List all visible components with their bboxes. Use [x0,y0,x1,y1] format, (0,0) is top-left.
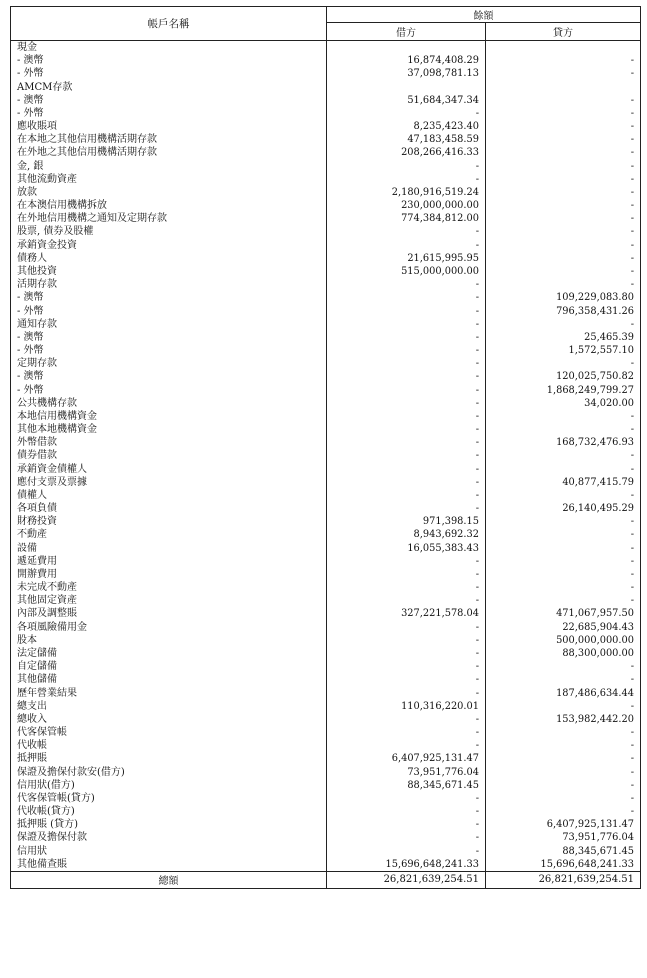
account-name-cell: - 澳幣 [11,54,327,67]
credit-cell: 88,300,000.00 [486,647,641,660]
debit-cell: - [327,397,486,410]
debit-cell: - [327,357,486,370]
account-name-cell: 遞延費用 [11,555,327,568]
debit-cell: - [327,739,486,752]
table-row [11,173,641,186]
debit-cell: - [327,818,486,831]
account-name-cell: 承銷資金債權人 [11,463,327,476]
account-name-cell: 定期存款 [11,357,327,370]
account-name-cell: 債權人 [11,489,327,502]
table-row [11,54,641,67]
debit-cell: 515,000,000.00 [327,265,486,278]
table-row [11,818,641,831]
debit-cell: - [327,410,486,423]
credit-cell: 109,229,083.80 [486,291,641,304]
account-name-cell: 開辦費用 [11,568,327,581]
account-name-cell: - 澳幣 [11,291,327,304]
table-row [11,318,641,331]
debit-cell: - [327,370,486,383]
total-row [11,871,641,888]
account-name-cell: 各項負債 [11,502,327,515]
account-name-cell: 在外地信用機構之通知及定期存款 [11,212,327,225]
table-row [11,502,641,515]
credit-cell: 796,358,431.26 [486,304,641,317]
table-row [11,252,641,265]
table-row [11,370,641,383]
table-row [11,476,641,489]
credit-cell: - [486,199,641,212]
account-name-cell: - 澳幣 [11,94,327,107]
total-debit: 26,821,639,254.51 [327,871,486,888]
credit-cell: - [486,265,641,278]
debit-cell: 774,384,812.00 [327,212,486,225]
table-row [11,225,641,238]
debit-cell: - [327,726,486,739]
account-name-cell: 債券借款 [11,449,327,462]
total-credit: 26,821,639,254.51 [486,871,641,888]
table-row [11,647,641,660]
debit-cell: - [327,634,486,647]
debit-cell: - [327,476,486,489]
table-row [11,581,641,594]
account-name-cell: 抵押賬 (貸方) [11,818,327,831]
table-row [11,160,641,173]
debit-cell: - [327,449,486,462]
credit-cell [486,41,641,55]
account-name-cell: 其他流動資產 [11,173,327,186]
debit-cell: 21,615,995.95 [327,252,486,265]
account-name-cell: 歷年營業結果 [11,686,327,699]
debit-cell: - [327,383,486,396]
credit-cell: 26,140,495.29 [486,502,641,515]
credit-cell: - [486,752,641,765]
debit-cell: - [327,278,486,291]
table-row [11,107,641,120]
table-row [11,568,641,581]
credit-cell: 153,982,442.20 [486,713,641,726]
debit-cell: 327,221,578.04 [327,607,486,620]
credit-cell: - [486,765,641,778]
credit-cell: - [486,449,641,462]
credit-cell: - [486,581,641,594]
table-row [11,726,641,739]
credit-cell: - [486,212,641,225]
table-row [11,278,641,291]
table-row [11,528,641,541]
table-row [11,436,641,449]
account-name-cell: 總收入 [11,713,327,726]
debit-cell: - [327,844,486,857]
account-name-cell: 設備 [11,542,327,555]
table-row [11,304,641,317]
debit-cell: - [327,502,486,515]
credit-cell: 1,572,557.10 [486,344,641,357]
debit-cell: - [327,831,486,844]
debit-cell: - [327,344,486,357]
credit-cell: - [486,107,641,120]
table-row [11,41,641,55]
account-name-cell: 外幣借款 [11,436,327,449]
credit-cell: - [486,779,641,792]
account-name-cell: 其他儲備 [11,673,327,686]
credit-cell: 40,877,415.79 [486,476,641,489]
table-row [11,94,641,107]
credit-cell: - [486,660,641,673]
trial-balance-table [10,6,641,889]
table-row [11,410,641,423]
account-name-cell: 保證及擔保付款 [11,831,327,844]
credit-cell: - [486,67,641,80]
account-name-cell: AMCM存款 [11,81,327,94]
debit-cell: - [327,463,486,476]
table-row [11,660,641,673]
table-row [11,673,641,686]
credit-header: 貸方 [486,23,641,41]
credit-cell: - [486,94,641,107]
account-name-cell: - 外幣 [11,107,327,120]
credit-cell: - [486,528,641,541]
account-name-cell: 信用狀(借方) [11,779,327,792]
credit-cell: - [486,489,641,502]
debit-cell: 88,345,671.45 [327,779,486,792]
credit-cell: - [486,594,641,607]
credit-cell: - [486,410,641,423]
account-name-cell: 信用狀 [11,844,327,857]
debit-cell: - [327,660,486,673]
account-name-cell: 代客保管帳 [11,726,327,739]
account-name-cell: 各項風險備用金 [11,621,327,634]
debit-cell: - [327,318,486,331]
table-row [11,186,641,199]
credit-cell: - [486,239,641,252]
account-name-cell: 不動產 [11,528,327,541]
debit-cell: - [327,647,486,660]
debit-cell: - [327,594,486,607]
credit-cell [486,81,641,94]
debit-cell: 208,266,416.33 [327,146,486,159]
debit-cell: 16,874,408.29 [327,54,486,67]
credit-cell: - [486,278,641,291]
account-name-cell: 應收賬項 [11,120,327,133]
account-name-cell: 自定儲備 [11,660,327,673]
account-name-cell: 應付支票及票據 [11,476,327,489]
debit-cell: 37,098,781.13 [327,67,486,80]
debit-header: 借方 [327,23,486,41]
debit-cell: - [327,423,486,436]
credit-cell: - [486,423,641,436]
table-row [11,383,641,396]
credit-cell: 168,732,476.93 [486,436,641,449]
table-row [11,686,641,699]
table-row [11,555,641,568]
account-name-cell: 現金 [11,41,327,55]
account-name-cell: 放款 [11,186,327,199]
table-row [11,67,641,80]
debit-cell: - [327,160,486,173]
table-row [11,291,641,304]
debit-cell: 971,398.15 [327,515,486,528]
table-row [11,120,641,133]
table-row [11,344,641,357]
debit-cell: 15,696,648,241.33 [327,858,486,872]
account-name-header: 帳戶名稱 [11,7,327,41]
table-row [11,831,641,844]
credit-cell: 88,345,671.45 [486,844,641,857]
credit-cell: 73,951,776.04 [486,831,641,844]
table-row [11,752,641,765]
account-name-cell: 股票, 債券及股權 [11,225,327,238]
credit-cell: - [486,252,641,265]
table-row [11,858,641,872]
account-name-cell: - 外幣 [11,344,327,357]
credit-cell: - [486,160,641,173]
credit-cell: - [486,568,641,581]
debit-cell: - [327,568,486,581]
account-name-cell: 代客保管帳(貸方) [11,792,327,805]
account-name-cell: - 外幣 [11,67,327,80]
credit-cell: - [486,186,641,199]
table-row [11,489,641,502]
account-name-cell: 保證及擔保付款安(借方) [11,765,327,778]
credit-cell: - [486,739,641,752]
table-row [11,423,641,436]
account-name-cell: 通知存款 [11,318,327,331]
credit-cell: - [486,318,641,331]
account-name-cell: 活期存款 [11,278,327,291]
table-row [11,634,641,647]
credit-cell: - [486,225,641,238]
debit-cell: 51,684,347.34 [327,94,486,107]
ledger-body [11,41,641,872]
credit-cell: 6,407,925,131.47 [486,818,641,831]
credit-cell: - [486,463,641,476]
account-name-cell: 在本澳信用機構拆放 [11,199,327,212]
account-name-cell: 財務投資 [11,515,327,528]
table-row [11,199,641,212]
account-name-cell: 本地信用機構資金 [11,410,327,423]
debit-cell: - [327,621,486,634]
table-row [11,265,641,278]
account-name-cell: 其他固定資產 [11,594,327,607]
table-row [11,515,641,528]
credit-cell: - [486,357,641,370]
debit-cell: - [327,291,486,304]
credit-cell: - [486,146,641,159]
credit-cell: 471,067,957.50 [486,607,641,620]
debit-cell: - [327,331,486,344]
table-row [11,792,641,805]
account-name-cell: 公共機構存款 [11,397,327,410]
credit-cell: 500,000,000.00 [486,634,641,647]
credit-cell: - [486,555,641,568]
debit-cell: - [327,173,486,186]
debit-cell: 2,180,916,519.24 [327,186,486,199]
table-row [11,331,641,344]
debit-cell: 73,951,776.04 [327,765,486,778]
debit-cell: - [327,436,486,449]
debit-cell: - [327,225,486,238]
account-name-cell: - 澳幣 [11,331,327,344]
account-name-cell: 法定儲備 [11,647,327,660]
debit-cell: - [327,239,486,252]
table-row [11,463,641,476]
table-row [11,607,641,620]
table-row [11,621,641,634]
table-row [11,542,641,555]
debit-cell: - [327,304,486,317]
debit-cell: - [327,673,486,686]
debit-cell: - [327,489,486,502]
table-row [11,449,641,462]
table-row [11,397,641,410]
account-name-cell: 在外地之其他信用機構活期存款 [11,146,327,159]
debit-cell: - [327,805,486,818]
account-name-cell: 承銷資金投資 [11,239,327,252]
credit-cell: - [486,173,641,186]
account-name-cell: - 外幣 [11,383,327,396]
debit-cell: 47,183,458.59 [327,133,486,146]
table-row [11,357,641,370]
debit-cell [327,81,486,94]
debit-cell: - [327,686,486,699]
credit-cell: - [486,515,641,528]
credit-cell: 120,025,750.82 [486,370,641,383]
debit-cell: 230,000,000.00 [327,199,486,212]
debit-cell: 16,055,383.43 [327,542,486,555]
account-name-cell: 債務人 [11,252,327,265]
table-row [11,212,641,225]
credit-cell: - [486,542,641,555]
table-row [11,844,641,857]
table-row [11,700,641,713]
credit-cell: - [486,673,641,686]
table-row [11,779,641,792]
credit-cell: 187,486,634.44 [486,686,641,699]
table-row [11,594,641,607]
balance-header: 餘額 [327,7,641,23]
debit-cell: 110,316,220.01 [327,700,486,713]
credit-cell: 1,868,249,799.27 [486,383,641,396]
credit-cell: - [486,133,641,146]
debit-cell: - [327,107,486,120]
debit-cell: - [327,713,486,726]
credit-cell: - [486,726,641,739]
credit-cell: - [486,54,641,67]
account-name-cell: 抵押賬 [11,752,327,765]
account-name-cell: 代收帳 [11,739,327,752]
credit-cell: 25,465.39 [486,331,641,344]
account-name-cell: 未完成不動產 [11,581,327,594]
debit-cell: 6,407,925,131.47 [327,752,486,765]
debit-cell [327,41,486,55]
debit-cell: 8,235,423.40 [327,120,486,133]
credit-cell: - [486,805,641,818]
credit-cell: - [486,792,641,805]
credit-cell: 34,020.00 [486,397,641,410]
account-name-cell: 其他備查賬 [11,858,327,872]
table-row [11,81,641,94]
table-row [11,805,641,818]
account-name-cell: 股本 [11,634,327,647]
table-row [11,146,641,159]
table-row [11,239,641,252]
account-name-cell: 其他本地機構資金 [11,423,327,436]
table-row [11,739,641,752]
debit-cell: - [327,792,486,805]
credit-cell: 22,685,904.43 [486,621,641,634]
debit-cell: - [327,581,486,594]
debit-cell: 8,943,692.32 [327,528,486,541]
account-name-cell: 其他投資 [11,265,327,278]
debit-cell: - [327,555,486,568]
account-name-cell: - 澳幣 [11,370,327,383]
account-name-cell: 在本地之其他信用機構活期存款 [11,133,327,146]
account-name-cell: 總支出 [11,700,327,713]
table-row [11,713,641,726]
table-row [11,765,641,778]
credit-cell: - [486,120,641,133]
total-label: 總額 [11,871,327,888]
account-name-cell: 代收帳(貸方) [11,805,327,818]
table-row [11,133,641,146]
credit-cell: 15,696,648,241.33 [486,858,641,872]
account-name-cell: 金, 銀 [11,160,327,173]
credit-cell: - [486,700,641,713]
account-name-cell: - 外幣 [11,304,327,317]
account-name-cell: 內部及調整賬 [11,607,327,620]
